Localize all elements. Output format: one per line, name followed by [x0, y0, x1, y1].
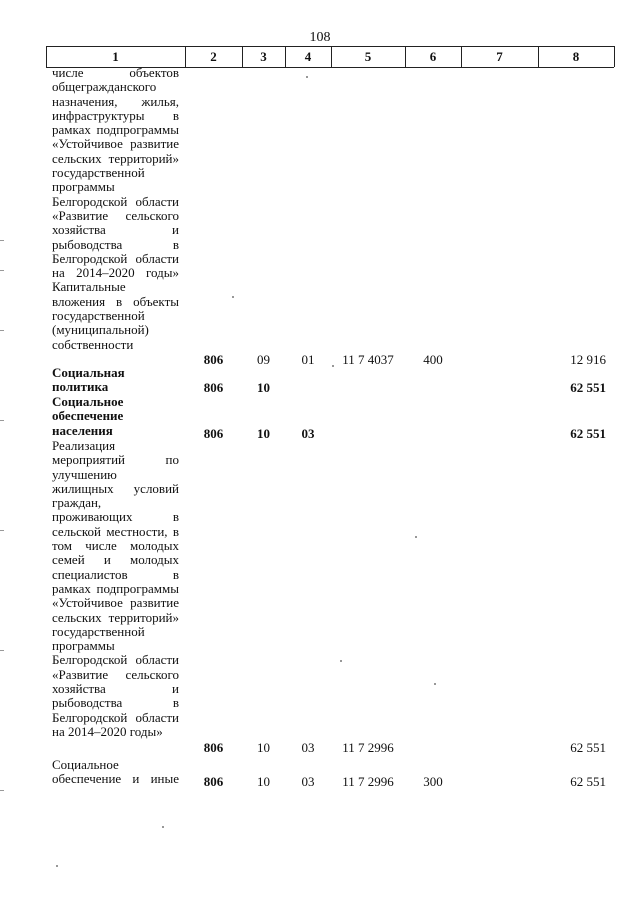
scan-speck — [340, 660, 342, 662]
scan-edge-mark — [0, 420, 4, 421]
description-line: (муниципальной) — [52, 322, 149, 338]
description-line: специалистов в — [52, 566, 179, 582]
scan-edge-mark — [0, 650, 4, 651]
cell-section: 10 — [257, 380, 270, 395]
column-header: 6 — [429, 49, 437, 64]
description-line: вложения в объекты — [52, 293, 179, 309]
description-line: сельских территорий» — [52, 609, 179, 625]
cell-ministry: 806 — [203, 352, 224, 367]
description-line: Белгородской области — [52, 709, 179, 725]
description-line: назначения, жилья, — [52, 93, 179, 109]
cell-section: 09 — [257, 352, 270, 367]
description-line: хозяйства и — [52, 681, 179, 697]
description-line: проживающих в — [52, 509, 179, 525]
cell-ministry: 806 — [203, 740, 224, 755]
cell-ministry: 806 — [203, 380, 224, 395]
description-line: «Развитие сельского — [52, 666, 179, 682]
cell-section: 10 — [257, 774, 270, 789]
description-line: Белгородской области — [52, 193, 179, 209]
description-line: на 2014–2020 годы» — [52, 265, 179, 281]
cell-ministry: 806 — [203, 774, 224, 789]
cell-amount: 62 551 — [570, 740, 606, 755]
description-line: рамках подпрограммы — [52, 122, 179, 138]
column-header: 8 — [572, 49, 580, 64]
description-line: государственной — [52, 623, 145, 639]
cell-section: 10 — [257, 426, 270, 441]
description-line: «Развитие сельского — [52, 207, 179, 223]
cell-amount: 12 916 — [570, 352, 606, 367]
column-header: 3 — [260, 49, 267, 64]
column-header: 4 — [304, 49, 312, 64]
cell-target-article: 11 7 2996 — [342, 774, 394, 789]
description-line: хозяйства и — [52, 222, 179, 238]
description-line: Белгородской области — [52, 250, 179, 266]
cell-section: 10 — [257, 740, 270, 755]
description-line: жилищных условий — [52, 480, 179, 496]
description-line: Белгородской области — [52, 652, 179, 668]
description-line: граждан, — [52, 495, 102, 511]
description-line: обеспечение — [52, 408, 124, 424]
scan-edge-mark — [0, 270, 4, 271]
cell-amount: 62 551 — [570, 426, 606, 441]
scan-speck — [232, 296, 234, 298]
cell-target-article: 11 7 2996 — [342, 740, 394, 755]
description-line: семей и молодых — [52, 552, 179, 568]
description-line: том числе молодых — [52, 538, 179, 554]
description-line: на 2014–2020 годы» — [52, 723, 163, 739]
description-line: Социальное — [52, 394, 124, 409]
scan-speck — [306, 76, 308, 78]
description-line: государственной — [52, 308, 145, 324]
table-row-description — [52, 366, 179, 395]
cell-amount: 62 551 — [570, 380, 606, 395]
cell-subsection: 03 — [301, 774, 315, 789]
page-number: 108 — [309, 30, 331, 45]
cell-amount: 62 551 — [570, 774, 606, 789]
description-line: программы — [52, 638, 115, 654]
cell-subsection: 01 — [301, 352, 315, 367]
description-line: обеспечение и иные — [52, 771, 179, 787]
scan-speck — [162, 826, 164, 828]
cell-expense-type: 400 — [423, 352, 443, 367]
table-row-description — [52, 395, 179, 438]
description-line: государственной — [52, 165, 145, 181]
scan-edge-mark — [0, 330, 4, 331]
column-header: 2 — [210, 49, 217, 64]
description-line: улучшению — [52, 466, 117, 482]
description-line: общегражданского — [52, 79, 157, 95]
scan-edge-mark — [0, 530, 4, 531]
description-line: сельской местности, в — [52, 523, 179, 539]
description-line: рамках подпрограммы — [52, 580, 179, 596]
table-row-description — [52, 758, 179, 787]
description-line: Социальное — [52, 757, 119, 772]
header-top-border — [46, 46, 614, 47]
table-row-description — [52, 66, 179, 352]
cell-subsection: 03 — [301, 426, 315, 441]
cell-ministry: 806 — [203, 426, 224, 441]
description-line: мероприятий по — [52, 452, 179, 468]
column-header: 1 — [112, 49, 119, 64]
column-header: 7 — [496, 49, 503, 64]
description-line: «Устойчивое развитие — [52, 595, 179, 611]
cell-target-article: 11 7 4037 — [342, 352, 394, 367]
scan-speck — [434, 683, 436, 685]
description-line: Реализация — [52, 438, 116, 453]
cell-subsection: 03 — [301, 740, 315, 755]
scan-edge-mark — [0, 790, 4, 791]
description-line: программы — [52, 179, 115, 195]
column-header: 5 — [364, 49, 372, 64]
header-divider — [614, 46, 615, 67]
description-line: собственности — [52, 336, 134, 352]
description-line: Капитальные — [52, 279, 126, 295]
scan-edge-mark — [0, 240, 4, 241]
scan-speck — [56, 865, 58, 867]
table-row-description — [52, 439, 179, 739]
description-line: рыбоводства в — [52, 695, 179, 711]
description-line: сельских территорий» — [52, 150, 179, 166]
scan-speck — [332, 365, 334, 367]
description-line: инфраструктуры в — [52, 107, 179, 123]
description-line: рыбоводства в — [52, 236, 179, 252]
description-line: населения — [52, 422, 113, 438]
scan-speck — [415, 536, 417, 538]
description-line: Социальная — [52, 365, 125, 380]
description-line: числе объектов — [52, 65, 179, 80]
description-line: политика — [52, 379, 109, 395]
cell-expense-type: 300 — [423, 774, 443, 789]
description-line: «Устойчивое развитие — [52, 136, 179, 152]
